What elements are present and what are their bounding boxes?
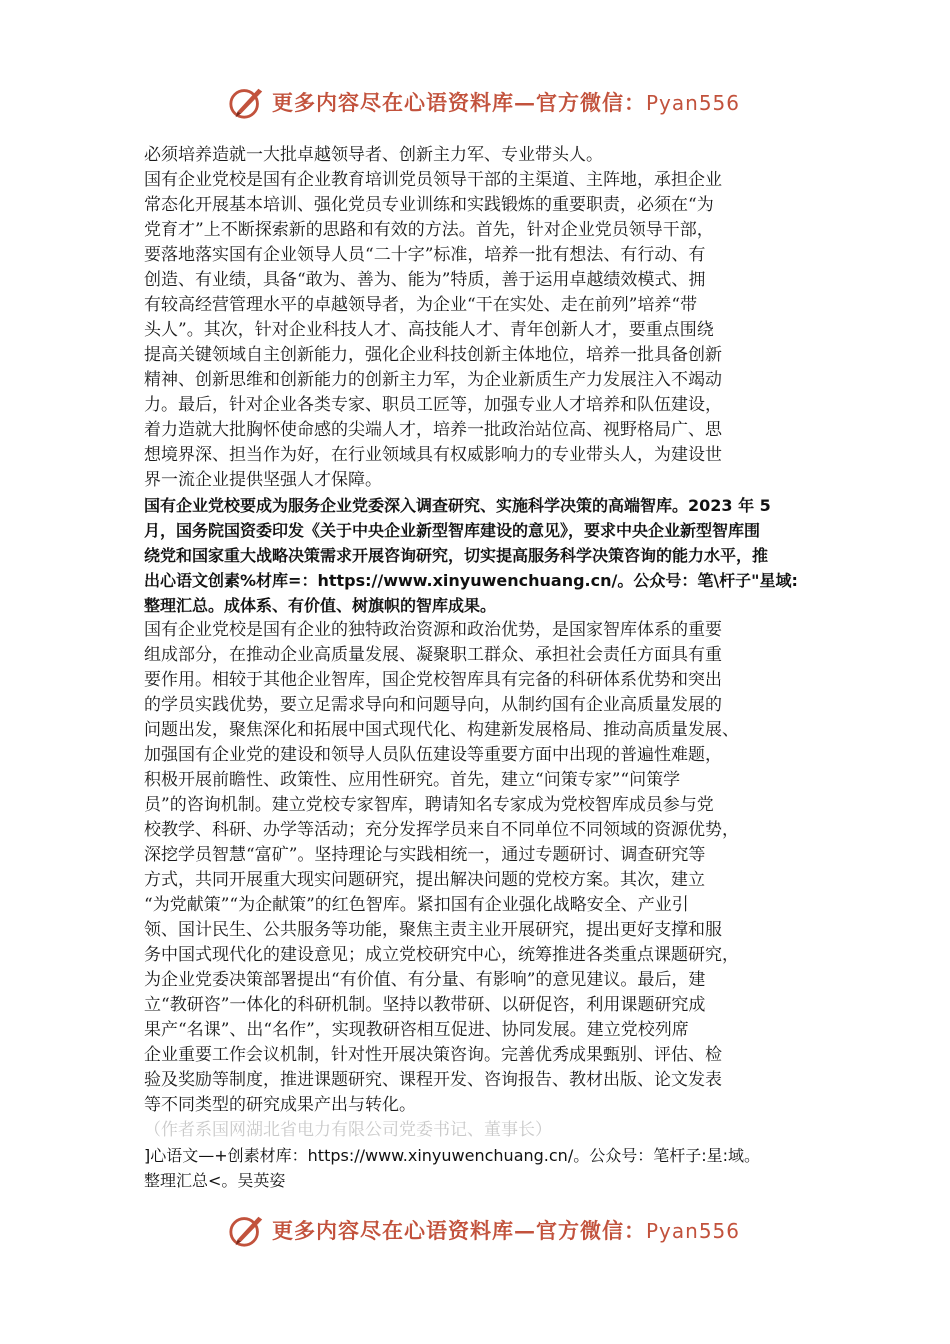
text-line: 企业重要工作会议机制，针对性开展决策咨询。完善优秀成果甄别、评估、检 [144, 1045, 722, 1065]
text-line: 校教学、科研、办学等活动；充分发挥学员来自不同单位不同领域的资源优势， [144, 820, 739, 840]
text-line: 必须培养造就一大批卓越领导者、创新主力军、专业带头人。 [144, 145, 603, 165]
text-line: 党育才”上不断探索新的思路和有效的方法。首先，针对企业党员领导干部， [144, 220, 714, 240]
text-line: ]心语文—+创素材库：https://www.xinyuwenchuang.cn/。公众号：笔杆子:星:域。 [144, 1146, 760, 1165]
banner-text: 更多内容尽在心语资料库—官方微信：Pyan556 [272, 90, 741, 115]
text-line: 月，国务院国资委印发《关于中央企业新型智库建设的意见》，要求中央企业新型智库围 [144, 521, 761, 540]
article-body [144, 143, 824, 1193]
footer-banner [228, 1208, 748, 1252]
text-line: 着力造就大批胸怀使命感的尖端人才，培养一批政治站位高、视野格局广、思 [144, 420, 722, 440]
text-line: 国有企业党校是国有企业教育培训党员领导干部的主渠道、主阵地，承担企业 [144, 170, 722, 190]
paragraph [144, 493, 824, 618]
text-line: 绕党和国家重大战略决策需求开展咨询研究，切实提高服务科学决策咨询的能力水平，推 [144, 546, 769, 565]
header-banner [228, 80, 748, 124]
pen-logo-icon [228, 83, 266, 121]
text-line: 领、国计民生、公共服务等功能，聚焦主责主业开展研究，提出更好支撑和服 [144, 920, 722, 940]
text-line: 想境界深、担当作为好，在行业领域具有权威影响力的专业带头人，为建设世 [144, 445, 722, 465]
text-line: 积极开展前瞻性、政策性、应用性研究。首先，建立“问策专家”“问策学 [144, 770, 681, 790]
banner-text: 更多内容尽在心语资料库—官方微信：Pyan556 [272, 1218, 741, 1243]
text-line: 果产“名课”、出“名作”，实现教研咨相互促进、协同发展。建立党校列席 [144, 1020, 689, 1040]
text-line: 等不同类型的研究成果产出与转化。 [144, 1095, 416, 1115]
paragraph [144, 143, 824, 168]
text-line: 深挖学员智慧“富矿”。坚持理论与实践相统一，通过专题研讨、调查研究等 [144, 845, 706, 865]
text-line: 方式，共同开展重大现实问题研究，提出解决问题的党校方案。其次，建立 [144, 870, 705, 890]
text-line: 组成部分，在推动企业高质量发展、凝聚职工群众、承担社会责任方面具有重 [144, 645, 722, 665]
text-line: 国有企业党校要成为服务企业党委深入调查研究、实施科学决策的高端智库。2023 年 5 [144, 496, 771, 515]
text-line: 员”的咨询机制。建立党校专家智库，聘请知名专家成为党校智库成员参与党 [144, 795, 714, 815]
text-line: 要作用。相较于其他企业智库，国企党校智库具有完备的科研体系优势和突出 [144, 670, 722, 690]
text-line: 为企业党委决策部署提出“有价值、有分量、有影响”的意见建议。最后，建 [144, 970, 706, 990]
paragraph [144, 618, 824, 1118]
text-line: 的学员实践优势，要立足需求导向和问题导向，从制约国有企业高质量发展的 [144, 695, 722, 715]
text-line: 创造、有业绩，具备“敢为、善为、能为”特质，善于运用卓越绩效模式、拥 [144, 270, 706, 290]
paragraph [144, 168, 824, 493]
text-line: 验及奖励等制度，推进课题研究、课程开发、咨询报告、教材出版、论文发表 [144, 1070, 722, 1090]
text-line: 加强国有企业党的建设和领导人员队伍建设等重要方面中出现的普遍性难题， [144, 745, 722, 765]
text-line: “为党献策”“为企献策”的红色智库。紧扣国有企业强化战略安全、产业引 [144, 895, 689, 915]
text-line: 精神、创新思维和创新能力的创新主力军，为企业新质生产力发展注入不竭动 [144, 370, 722, 390]
paragraph [144, 1143, 824, 1193]
text-line: 界一流企业提供坚强人才保障。 [144, 470, 382, 490]
pen-logo-icon [228, 1211, 266, 1249]
text-line: 要落地落实国有企业领导人员“二十字”标准，培养一批有想法、有行动、有 [144, 245, 706, 265]
text-line: 出心语文创素%材库=：https://www.xinyuwenchuang.cn/。公众号：笔\杆子"星域: [144, 571, 798, 590]
text-line: 问题出发，聚焦深化和拓展中国式现代化、构建新发展格局、推动高质量发展、 [144, 720, 739, 740]
text-line: 立“教研咨”一体化的科研机制。坚持以教带研、以研促咨，利用课题研究成 [144, 995, 706, 1015]
text-line: 务中国式现代化的建设意见；成立党校研究中心，统筹推进各类重点课题研究， [144, 945, 739, 965]
paragraph [144, 1118, 824, 1143]
text-line: （作者系国网湖北省电力有限公司党委书记、董事长） [144, 1120, 552, 1140]
text-line: 国有企业党校是国有企业的独特政治资源和政治优势，是国家智库体系的重要 [144, 620, 722, 640]
text-line: 提高关键领域自主创新能力，强化企业科技创新主体地位，培养一批具备创新 [144, 345, 722, 365]
text-line: 头人”。其次，针对企业科技人才、高技能人才、青年创新人才，要重点围绕 [144, 320, 714, 340]
text-line: 整理汇总。成体系、有价值、树旗帜的智库成果。 [144, 596, 497, 615]
text-line: 常态化开展基本培训、强化党员专业训练和实践锻炼的重要职责，必须在“为 [144, 195, 714, 215]
text-line: 整理汇总<。吴英姿 [144, 1171, 286, 1190]
text-line: 有较高经营管理水平的卓越领导者，为企业“干在实处、走在前列”培养“带 [144, 295, 698, 315]
text-line: 力。最后，针对企业各类专家、职员工匠等，加强专业人才培养和队伍建设， [144, 395, 722, 415]
